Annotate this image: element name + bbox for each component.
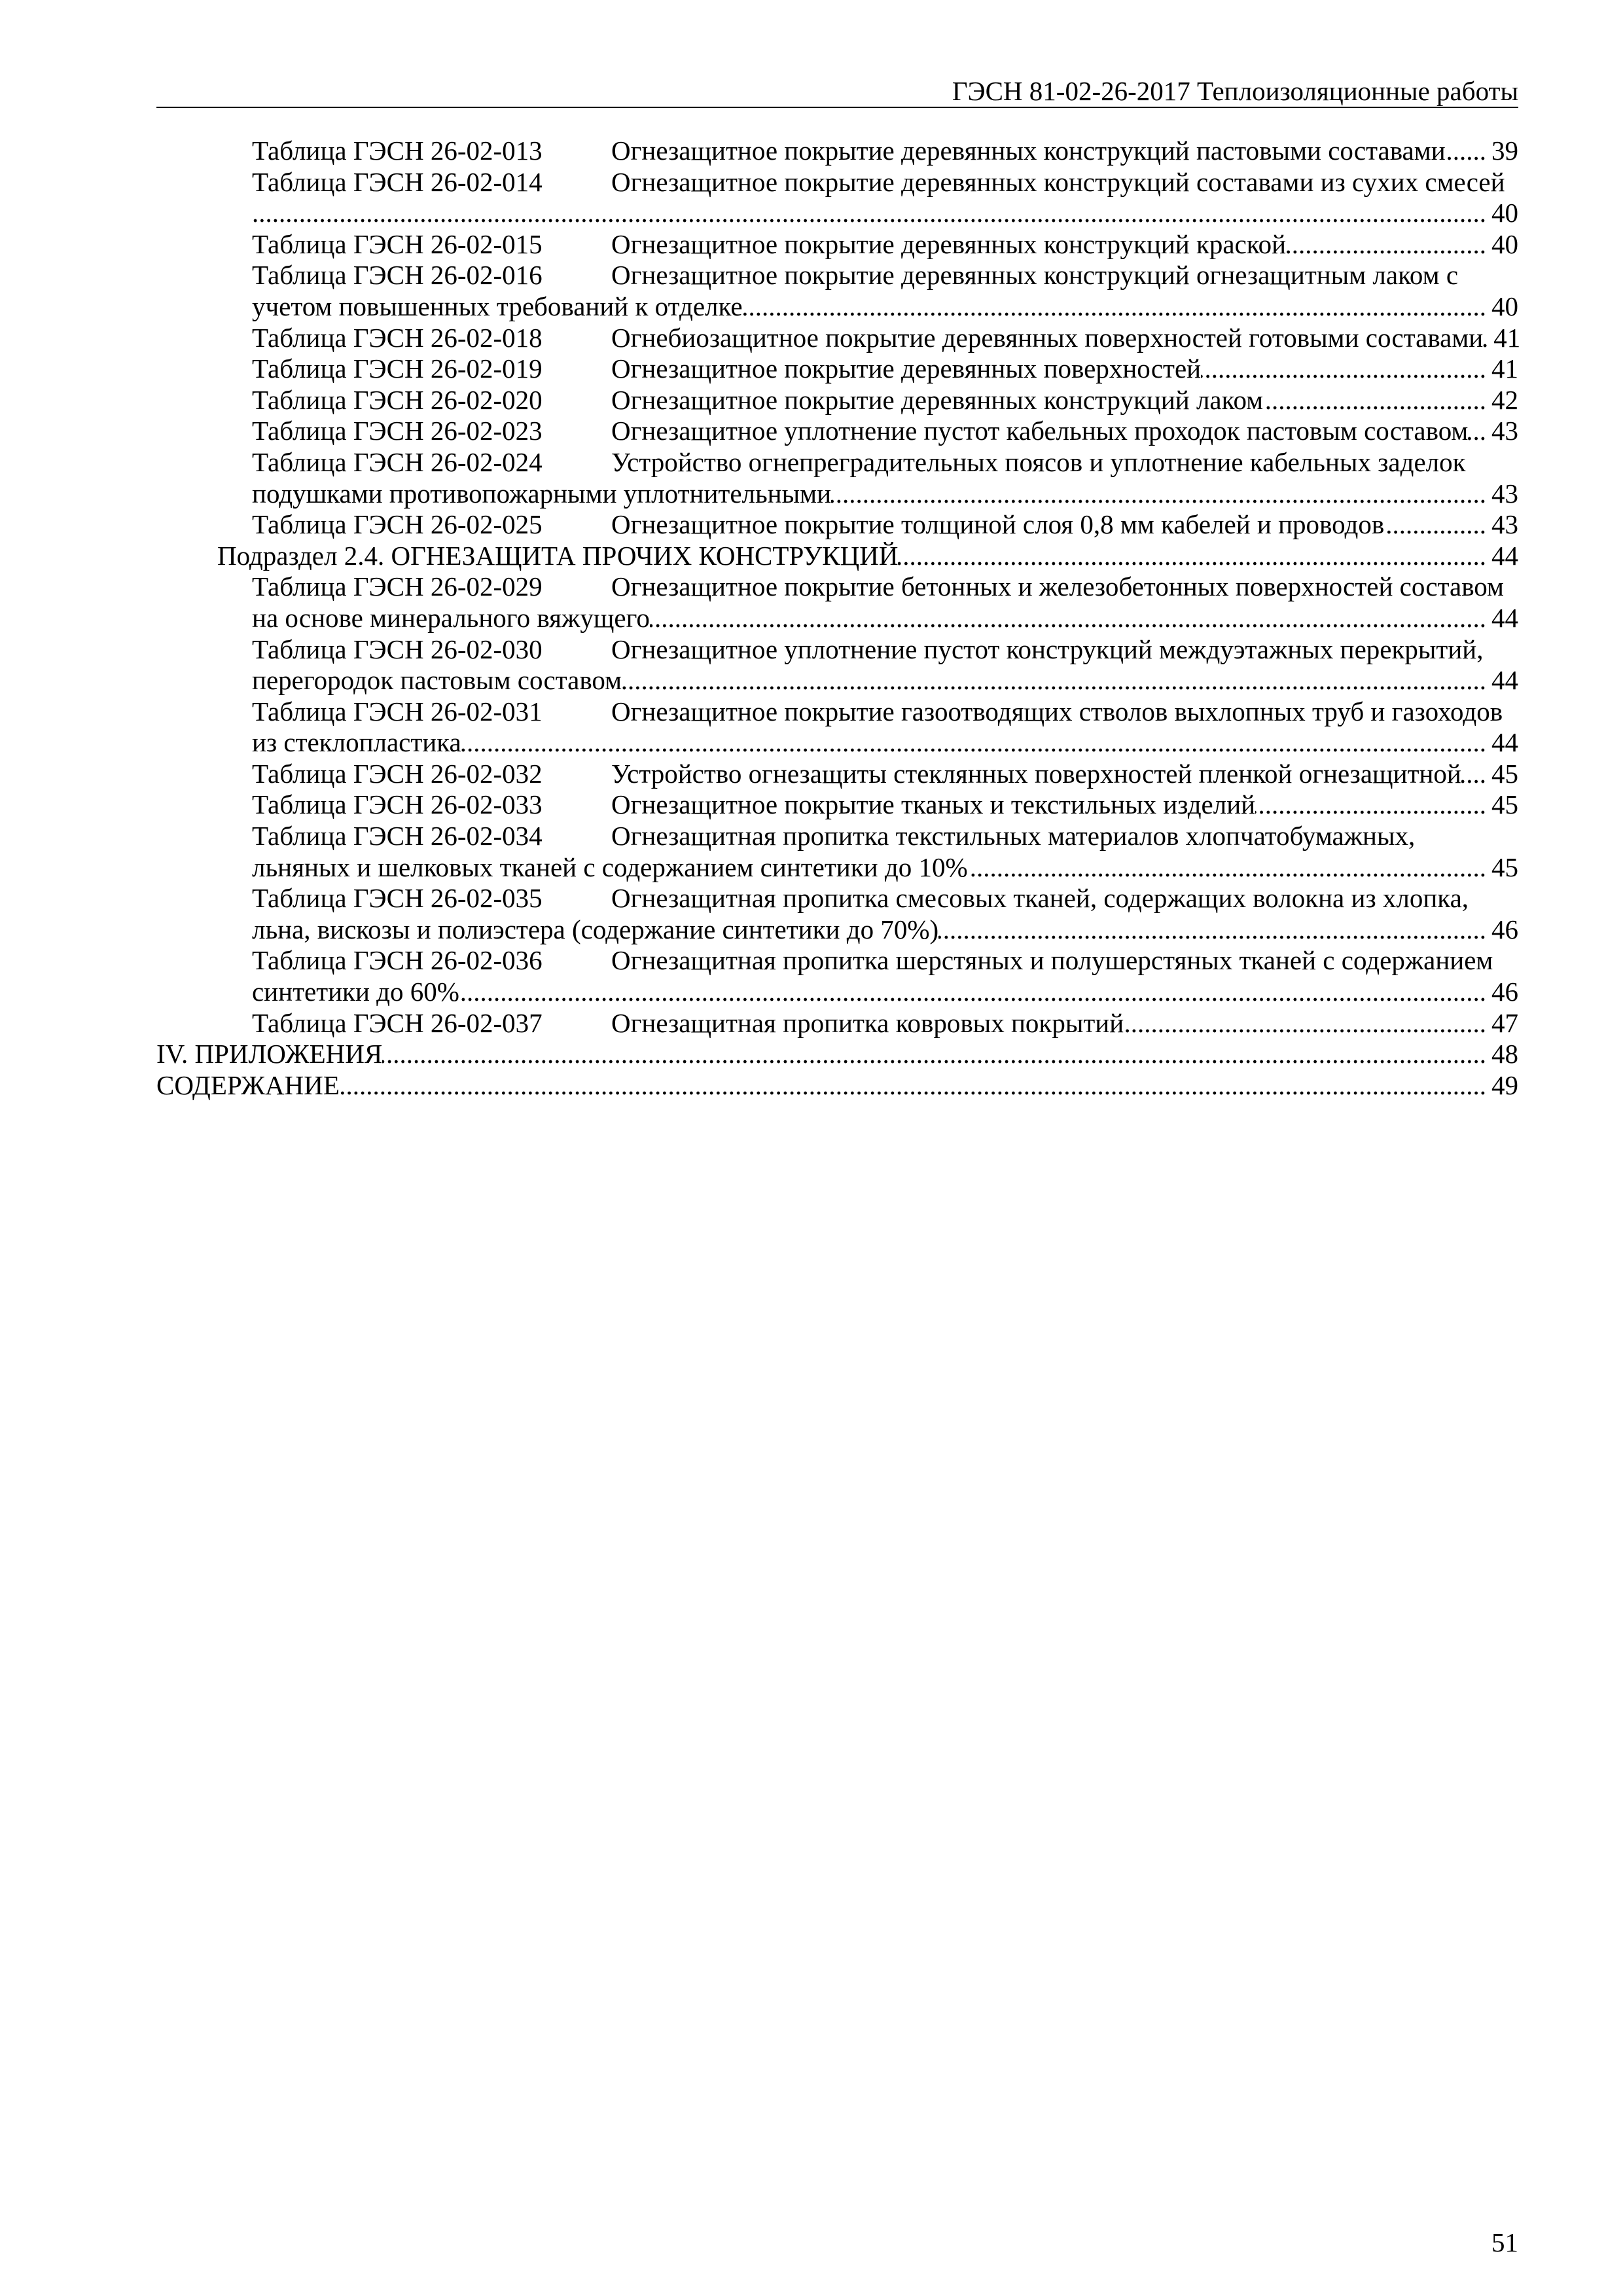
toc-page-number: 46	[1491, 914, 1518, 944]
toc-entry-title-continuation: льна, вискозы и полиэстера (содержание синтетики до 70%)	[252, 914, 939, 944]
toc-table-label: Таблица ГЭСН 26-02-035	[252, 883, 543, 914]
toc-table-label: Таблица ГЭСН 26-02-023	[252, 416, 543, 446]
toc-table-label: Таблица ГЭСН 26-02-019	[252, 353, 543, 384]
toc-line	[156, 353, 1518, 385]
toc-section-line	[156, 1070, 1518, 1102]
dot-leader	[898, 541, 1491, 572]
toc-page-number: 40	[1491, 228, 1518, 259]
toc-line-continuation	[156, 727, 1518, 759]
toc-page-number: 46	[1491, 977, 1518, 1007]
toc-entry-title-continuation: подушками противопожарными уплотнительными	[252, 478, 832, 509]
toc-page-number: 40	[1491, 291, 1518, 321]
toc-line	[156, 416, 1518, 447]
toc-page-number: 41	[1491, 353, 1518, 384]
toc-page-number: 45	[1491, 789, 1518, 820]
toc-page-number: 40	[1491, 198, 1518, 228]
toc-line-continuation	[156, 291, 1518, 323]
toc-page-number: 47	[1491, 1007, 1518, 1038]
header-rule	[156, 107, 1518, 108]
dot-leader	[1384, 509, 1491, 541]
toc-table-label: Таблица ГЭСН 26-02-016	[252, 260, 543, 291]
toc-line	[156, 759, 1518, 790]
toc-line	[156, 571, 1518, 603]
toc-page-number: 39	[1491, 135, 1518, 166]
toc-page-number: 44	[1491, 665, 1518, 696]
toc-table-label: Таблица ГЭСН 26-02-036	[252, 945, 543, 976]
toc-entry-title: Огнебиозащитное покрытие деревянных поверхностей готовыми составами	[611, 322, 1484, 353]
toc-entry-title: Огнезащитное уплотнение пустот конструкций междуэтажных перекрытий,	[611, 634, 1484, 664]
toc-entry-title: Огнезащитное покрытие тканых и текстильных изделий	[611, 789, 1256, 820]
toc-entry-title: Огнезащитное покрытие газоотводящих стволов выхлопных труб и газоходов	[611, 696, 1503, 726]
dot-leader	[1461, 759, 1491, 790]
toc-page-number: 44	[1491, 727, 1518, 758]
toc-page-number: 48	[1491, 1039, 1518, 1069]
toc-table-label: Таблица ГЭСН 26-02-025	[252, 509, 543, 540]
toc-page-number: 45	[1491, 852, 1518, 882]
dot-leader	[968, 852, 1491, 884]
toc-entry-title: Огнезащитное покрытие деревянных конструкций составами из сухих смесей	[611, 166, 1505, 197]
toc-line-continuation	[156, 852, 1518, 884]
toc-section-heading: СОДЕРЖАНИЕ	[156, 1069, 340, 1100]
toc-line	[156, 789, 1518, 821]
toc-entry-title: Устройство огнепреградительных поясов и уплотнение кабельных заделок	[611, 446, 1466, 477]
dot-leader	[622, 665, 1491, 696]
toc-entry-title: Огнезащитная пропитка шерстяных и полушерстяных тканей с содержанием	[611, 945, 1493, 976]
toc-table-label: Таблица ГЭСН 26-02-013	[252, 135, 543, 166]
toc-page-number: 44	[1491, 602, 1518, 633]
toc-entry-title: Огнезащитное покрытие деревянных конструкций пастовыми составами	[611, 135, 1446, 166]
toc-entry-title: Огнезащитное покрытие деревянных конструкций краской	[611, 228, 1287, 259]
toc-entry-title: Огнезащитное покрытие деревянных конструкций лаком	[611, 384, 1264, 415]
toc-entry-title: Огнезащитное покрытие деревянных поверхностей	[611, 353, 1202, 384]
toc-table-label: Таблица ГЭСН 26-02-020	[252, 384, 543, 415]
table-of-contents	[156, 135, 1521, 1101]
toc-line	[156, 322, 1521, 354]
dot-leader	[1468, 416, 1491, 447]
toc-table-label: Таблица ГЭСН 26-02-034	[252, 821, 543, 852]
dot-leader	[1446, 135, 1491, 167]
toc-line-continuation	[156, 478, 1518, 510]
toc-page-number: 43	[1491, 509, 1518, 540]
dot-leader	[1201, 353, 1491, 385]
dot-leader	[938, 914, 1491, 946]
dot-leader	[743, 291, 1491, 323]
toc-line	[156, 509, 1518, 541]
toc-table-label: Таблица ГЭСН 26-02-018	[252, 322, 543, 353]
toc-entry-title: Огнезащитное покрытие деревянных конструкций огнезащитным лаком с	[611, 260, 1459, 291]
toc-table-label: Таблица ГЭСН 26-02-031	[252, 696, 543, 726]
toc-line-continuation	[156, 665, 1518, 696]
toc-line	[156, 696, 1518, 728]
toc-entry-title: Огнезащитная пропитка ковровых покрытий	[611, 1007, 1124, 1038]
toc-line	[156, 821, 1518, 852]
toc-page-number: 45	[1491, 758, 1518, 789]
toc-table-label: Таблица ГЭСН 26-02-037	[252, 1007, 543, 1038]
toc-subsection-heading: Подраздел 2.4. ОГНЕЗАЩИТА ПРОЧИХ КОНСТРУКЦИЙ	[217, 540, 899, 571]
toc-entry-title-continuation: на основе минерального вяжущего	[252, 602, 650, 633]
dot-leader	[1286, 229, 1491, 260]
toc-entry-title: Устройство огнезащиты стеклянных поверхностей пленкой огнезащитной	[611, 758, 1461, 789]
toc-section-line	[156, 1039, 1518, 1070]
dot-leader	[340, 1070, 1491, 1102]
toc-page-number: 43	[1491, 478, 1518, 509]
dot-leader	[1255, 789, 1491, 821]
toc-entry-title: Огнезащитное покрытие бетонных и железобетонных поверхностей составом	[611, 571, 1504, 602]
toc-table-label: Таблица ГЭСН 26-02-029	[252, 571, 543, 602]
toc-page-number: 41	[1493, 322, 1521, 353]
toc-line-continuation	[156, 603, 1518, 634]
toc-table-label: Таблица ГЭСН 26-02-032	[252, 758, 543, 789]
toc-entry-title-continuation: льняных и шелковых тканей с содержанием синтетики до 10%	[252, 852, 968, 882]
toc-entry-title-continuation: перегородок пастовым составом	[252, 665, 622, 696]
toc-line	[156, 229, 1518, 260]
toc-page-number: 49	[1491, 1069, 1518, 1100]
toc-table-label: Таблица ГЭСН 26-02-024	[252, 446, 543, 477]
toc-entry-title-continuation: синтетики до 60%	[252, 977, 459, 1007]
toc-entry-title: Огнезащитное уплотнение пустот кабельных проходок пастовым составом	[611, 416, 1469, 446]
toc-line	[156, 634, 1518, 666]
toc-page-number: 43	[1491, 416, 1518, 446]
toc-entry-title-continuation: из стеклопластика	[252, 727, 461, 758]
toc-entry-title: Огнезащитная пропитка текстильных материалов хлопчатобумажных,	[611, 821, 1416, 852]
toc-line	[156, 260, 1518, 291]
toc-line-continuation	[156, 914, 1518, 946]
dot-leader	[1483, 323, 1493, 354]
toc-page-number: 42	[1491, 384, 1518, 415]
page-number: 51	[1491, 2227, 1518, 2257]
toc-table-label: Таблица ГЭСН 26-02-033	[252, 789, 543, 820]
toc-subsection-line	[156, 541, 1518, 572]
dot-leader	[1263, 385, 1491, 416]
toc-line-continuation	[156, 198, 1518, 229]
toc-line	[156, 385, 1518, 416]
toc-line	[156, 447, 1518, 478]
toc-table-label: Таблица ГЭСН 26-02-030	[252, 634, 543, 664]
dot-leader	[459, 977, 1491, 1008]
toc-entry-title: Огнезащитное покрытие толщиной слоя 0,8 мм кабелей и проводов	[611, 509, 1385, 540]
toc-line	[156, 135, 1518, 167]
dot-leader	[831, 478, 1491, 510]
dot-leader	[382, 1039, 1491, 1070]
toc-table-label: Таблица ГЭСН 26-02-015	[252, 228, 543, 259]
toc-line	[156, 883, 1518, 914]
toc-entry-title: Огнезащитная пропитка смесовых тканей, содержащих волокна из хлопка,	[611, 883, 1469, 914]
toc-line	[156, 945, 1518, 977]
toc-line	[156, 167, 1518, 198]
toc-section-heading: IV. ПРИЛОЖЕНИЯ	[156, 1039, 383, 1069]
toc-page-number: 44	[1491, 540, 1518, 571]
dot-leader	[1124, 1008, 1491, 1039]
toc-line-continuation	[156, 977, 1518, 1008]
toc-entry-title-continuation: учетом повышенных требований к отделке	[252, 291, 743, 321]
dot-leader	[650, 603, 1491, 634]
dot-leader	[252, 198, 1491, 229]
toc-line	[156, 1008, 1518, 1039]
running-header: ГЭСН 81-02-26-2017 Теплоизоляционные работы	[952, 76, 1518, 106]
toc-table-label: Таблица ГЭСН 26-02-014	[252, 166, 543, 197]
dot-leader	[461, 727, 1491, 759]
